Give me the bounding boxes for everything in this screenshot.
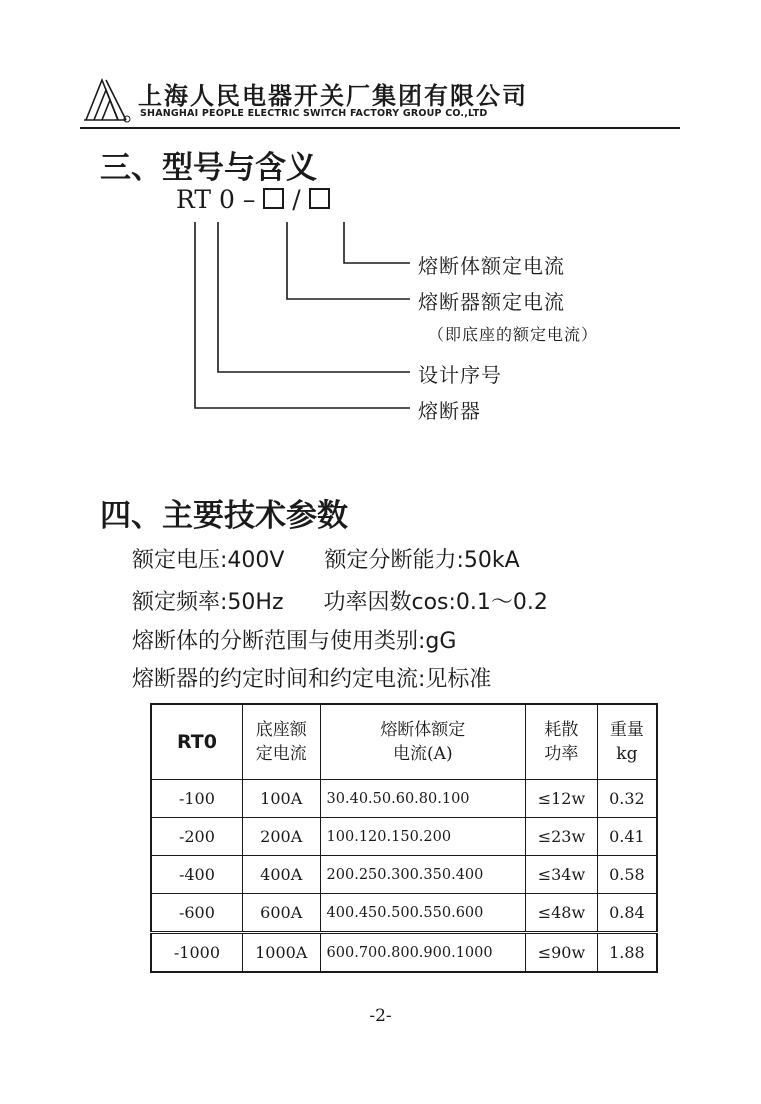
table-row bbox=[151, 780, 657, 818]
cell-currents: 100.120.150.200 bbox=[320, 818, 526, 856]
line-fuse-current bbox=[287, 222, 410, 299]
section-title-model: 三、型号与含义 bbox=[100, 150, 317, 186]
model-dash: – bbox=[242, 185, 256, 214]
cell-weight: 0.84 bbox=[597, 894, 657, 933]
cell-currents: 400.450.500.550.600 bbox=[320, 894, 526, 933]
cell-weight: 0.58 bbox=[597, 856, 657, 894]
cell-currents: 600.700.800.900.1000 bbox=[320, 933, 526, 973]
param-rated-frequency: 额定频率:50Hz bbox=[132, 590, 284, 615]
cell-currents: 30.40.50.60.80.100 bbox=[320, 780, 526, 818]
spec-table bbox=[150, 703, 658, 973]
param-line-4: 熔断器的约定时间和约定电流:见标准 bbox=[132, 667, 492, 692]
cell-weight: 0.41 bbox=[597, 818, 657, 856]
table-row bbox=[151, 856, 657, 894]
model-prefix: RT bbox=[176, 185, 212, 214]
param-line-1 bbox=[132, 543, 520, 574]
def-fuse-current: 熔断器额定电流 bbox=[418, 290, 565, 314]
table-row bbox=[151, 933, 657, 973]
table-row bbox=[151, 818, 657, 856]
header-power-loss: 耗散 功率 bbox=[526, 704, 598, 780]
cell-model: -600 bbox=[151, 894, 242, 933]
company-name-en: SHANGHAI PEOPLE ELECTRIC SWITCH FACTORY GROUP CO.,LTD bbox=[140, 108, 488, 119]
param-breaking-capacity: 额定分断能力:50kA bbox=[324, 548, 520, 573]
company-name-cn: 上海人民电器开关厂集团有限公司 bbox=[138, 82, 528, 110]
cell-weight: 1.88 bbox=[597, 933, 657, 973]
cell-loss: ≤90w bbox=[526, 933, 598, 973]
param-power-factor: 功率因数cos:0.1～0.2 bbox=[323, 590, 548, 615]
cell-base: 400A bbox=[242, 856, 320, 894]
page-number: -2- bbox=[369, 1006, 392, 1026]
cell-model: -400 bbox=[151, 856, 242, 894]
cell-weight: 0.32 bbox=[597, 780, 657, 818]
header-model: RT0 bbox=[151, 704, 242, 780]
def-fuse-link-current: 熔断体额定电流 bbox=[418, 254, 565, 278]
cell-loss: ≤12w bbox=[526, 780, 598, 818]
header-base-current: 底座额 定电流 bbox=[242, 704, 320, 780]
table-header-row bbox=[151, 704, 657, 780]
cell-loss: ≤48w bbox=[526, 894, 598, 933]
cell-model: -100 bbox=[151, 780, 242, 818]
line-fuse-link-current bbox=[344, 222, 410, 263]
header-weight: 重量 kg bbox=[597, 704, 657, 780]
cell-currents: 200.250.300.350.400 bbox=[320, 856, 526, 894]
cell-model: -200 bbox=[151, 818, 242, 856]
header-link-current: 熔断体额定 电流(A) bbox=[320, 704, 526, 780]
table-row bbox=[151, 894, 657, 933]
cell-base: 600A bbox=[242, 894, 320, 933]
cell-base: 200A bbox=[242, 818, 320, 856]
line-design-no bbox=[218, 222, 410, 372]
cell-base: 100A bbox=[242, 780, 320, 818]
def-fuse-current-note: （即底座的额定电流） bbox=[428, 325, 599, 344]
cell-base: 1000A bbox=[242, 933, 320, 973]
section-title-params: 四、主要技术参数 bbox=[100, 498, 348, 534]
def-design-no: 设计序号 bbox=[418, 363, 502, 387]
cell-model: -1000 bbox=[151, 933, 242, 973]
model-digit: 0 bbox=[219, 185, 235, 214]
cell-loss: ≤34w bbox=[526, 856, 598, 894]
cell-loss: ≤23w bbox=[526, 818, 598, 856]
param-rated-voltage: 额定电压:400V bbox=[132, 548, 285, 573]
param-line-3: 熔断体的分断范围与使用类别:gG bbox=[132, 629, 457, 654]
param-line-2 bbox=[132, 585, 548, 616]
model-slash: / bbox=[292, 185, 301, 214]
def-fuse: 熔断器 bbox=[418, 399, 481, 423]
line-fuse bbox=[195, 222, 410, 408]
